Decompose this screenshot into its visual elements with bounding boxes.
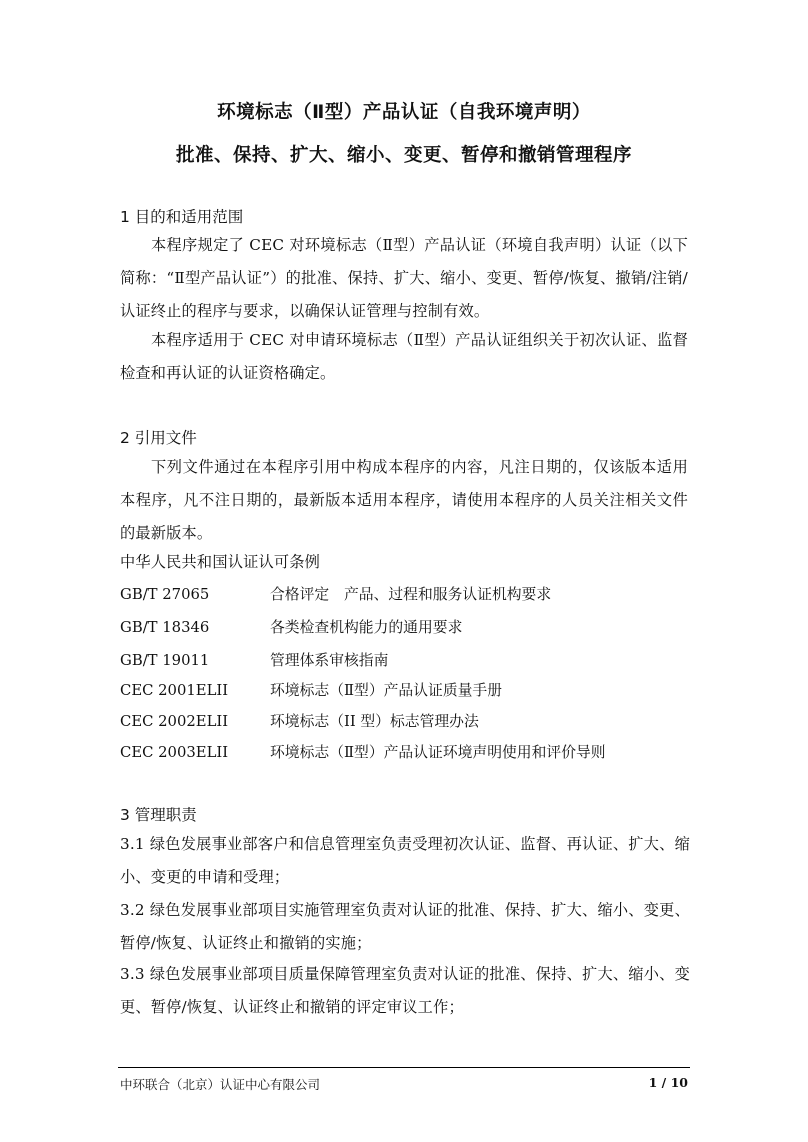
reference-name: 各类检查机构能力的通用要求	[270, 619, 463, 636]
duty-item-3-1: 3.1 绿色发展事业部客户和信息管理室负责受理初次认证、监督、再认证、扩大、缩小、变更的申请和受理；	[120, 835, 690, 886]
reference-code: GB/T 19011	[120, 652, 210, 669]
regulation-line: 中华人民共和国认证认可条例	[120, 553, 321, 571]
duty-item-3-2: 3.2 绿色发展事业部项目实施管理室负责对认证的批准、保持、扩大、缩小、变更、暂停/恢复、认证终止和撤销的实施；	[120, 901, 690, 952]
section-2-paragraph-1: 下列文件通过在本程序引用中构成本程序的内容，凡注日期的，仅该版本适用本程序，凡不注日期的，最新版本适用本程序，请使用本程序的人员关注相关文件的最新版本。	[120, 458, 688, 542]
reference-row	[120, 736, 690, 769]
reference-code: CEC 2002ELII	[120, 713, 229, 730]
section-1-heading: 1 目的和适用范围	[120, 208, 244, 226]
reference-name: 环境标志（Ⅱ型）产品认证环境声明使用和评价导则	[270, 744, 606, 761]
reference-code: GB/T 27065	[120, 586, 210, 603]
footer-divider	[118, 1067, 690, 1068]
reference-name: 管理体系审核指南	[270, 652, 389, 669]
section-1-paragraph-2: 本程序适用于 CEC 对申请环境标志（Ⅱ型）产品认证组织关于初次认证、监督检查和再认证的认证资格确定。	[120, 331, 688, 382]
reference-row	[120, 705, 690, 738]
reference-name: 环境标志（Ⅱ型）产品认证质量手册	[270, 682, 503, 699]
reference-name: 环境标志（II 型）标志管理办法	[270, 713, 479, 730]
reference-code: CEC 2001ELII	[120, 682, 229, 699]
reference-code: CEC 2003ELII	[120, 744, 229, 761]
reference-row	[120, 674, 690, 707]
section-3-heading: 3 管理职责	[120, 806, 197, 824]
document-subtitle: 批准、保持、扩大、缩小、变更、暂停和撤销管理程序	[175, 145, 632, 166]
reference-row	[120, 644, 690, 677]
section-2-heading: 2 引用文件	[120, 429, 197, 447]
section-1-paragraph-1: 本程序规定了 CEC 对环境标志（Ⅱ型）产品认证（环境自我声明）认证（以下简称：“Ⅱ型产品认证”）的批准、保持、扩大、缩小、变更、暂停/恢复、撤销/注销/认证终止的程序与要求，以确保认证管理与控制有效。	[120, 236, 688, 320]
reference-code: GB/T 18346	[120, 619, 210, 636]
reference-name: 合格评定 产品、过程和服务认证机构要求	[270, 586, 552, 603]
reference-row	[120, 578, 690, 611]
page-number: 1 / 10	[648, 1075, 688, 1090]
footer-organization: 中环联合（北京）认证中心有限公司	[120, 1077, 321, 1092]
duty-item-3-3: 3.3 绿色发展事业部项目质量保障管理室负责对认证的批准、保持、扩大、缩小、变更、暂停/恢复、认证终止和撤销的评定审议工作；	[120, 965, 690, 1016]
reference-row	[120, 611, 690, 644]
document-title: 环境标志（Ⅱ型）产品认证（自我环境声明）	[217, 102, 591, 123]
